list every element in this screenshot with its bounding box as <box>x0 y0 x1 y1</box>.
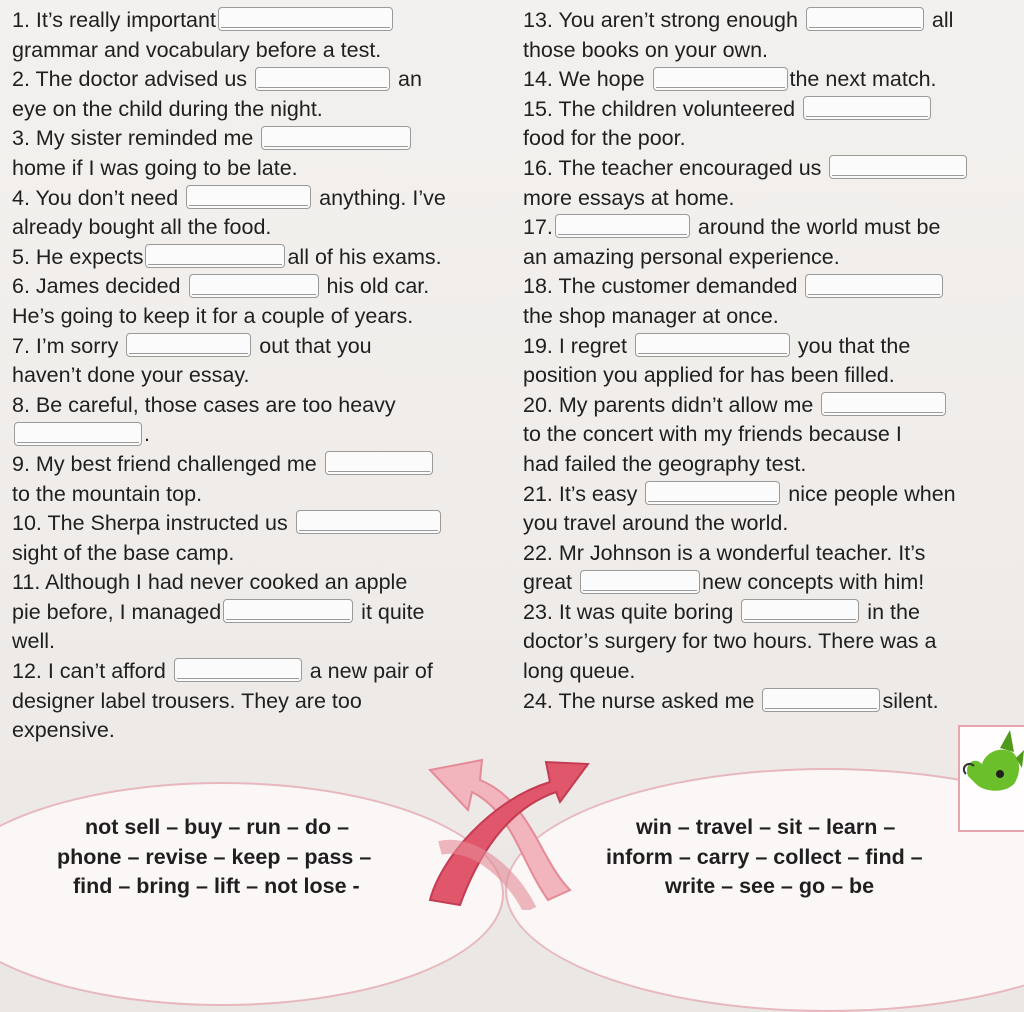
exercise-text: . <box>144 422 150 447</box>
exercise-text: 5. He expects <box>12 244 144 269</box>
answer-blank-box[interactable] <box>255 67 390 91</box>
exercise-line <box>523 598 1018 628</box>
exercise-text: already bought all the food. <box>12 215 272 240</box>
answer-blank-box[interactable] <box>555 214 690 238</box>
exercise-text: sight of the base camp. <box>12 540 235 565</box>
curved-arrows-icon <box>420 740 610 910</box>
exercise-line <box>12 184 512 214</box>
answer-blank-box[interactable] <box>296 510 441 534</box>
answer-blank-box[interactable] <box>14 422 142 446</box>
answer-blank-box[interactable] <box>174 658 302 682</box>
answer-blank-box[interactable] <box>821 392 946 416</box>
exercise-text: 12. I can’t afford <box>12 659 172 684</box>
exercise-line <box>12 509 512 539</box>
exercise-text: expensive. <box>12 718 115 743</box>
exercise-line <box>523 509 1018 539</box>
exercise-text: pie before, I managed <box>12 599 222 624</box>
exercise-text: the next match. <box>789 67 937 92</box>
exercise-text: food for the poor. <box>523 126 686 151</box>
exercise-text: eye on the child during the night. <box>12 96 323 121</box>
exercise-text: out that you <box>253 333 372 358</box>
exercise-column-right <box>523 6 1018 716</box>
exercise-text: around the world must be <box>691 215 941 240</box>
exercise-line <box>523 213 1018 243</box>
exercise-text: 3. My sister reminded me <box>12 126 260 151</box>
answer-blank-box[interactable] <box>635 333 790 357</box>
exercise-text: to the mountain top. <box>12 481 203 506</box>
answer-blank-box[interactable] <box>223 599 353 623</box>
answer-blank-box[interactable] <box>762 688 880 712</box>
word-bank-right-line: win – travel – sit – learn – <box>636 815 896 839</box>
exercise-line <box>12 539 512 569</box>
exercise-text: nice people when <box>782 481 956 506</box>
exercise-text: 17. <box>523 215 553 240</box>
exercise-text: position you applied for has been filled. <box>523 363 895 388</box>
answer-blank-box[interactable] <box>806 7 924 31</box>
exercise-line <box>523 480 1018 510</box>
answer-blank-box[interactable] <box>186 185 311 209</box>
exercise-line <box>523 568 1018 598</box>
exercise-line <box>12 391 512 421</box>
answer-blank-box[interactable] <box>218 7 393 31</box>
exercise-text: 18. The customer demanded <box>523 274 804 299</box>
exercise-text: grammar and vocabulary before a test. <box>12 37 382 62</box>
exercise-line <box>523 539 1018 569</box>
exercise-text: all <box>925 8 954 32</box>
exercise-line <box>12 65 512 95</box>
exercise-line <box>12 450 512 480</box>
exercise-text: in the <box>861 599 920 624</box>
exercise-text: 14. We hope <box>523 67 651 92</box>
exercise-text: 24. The nurse asked me <box>523 688 761 713</box>
exercise-text: great <box>523 570 578 595</box>
answer-blank-box[interactable] <box>645 481 780 505</box>
exercise-text: 9. My best friend challenged me <box>12 451 323 476</box>
exercise-line <box>12 480 512 510</box>
exercise-text: a new pair of <box>303 659 433 684</box>
word-bank-right-line: write – see – go – be <box>665 874 875 898</box>
exercise-line <box>523 657 1018 687</box>
exercise-text: 10. The Sherpa instructed us <box>12 511 294 536</box>
answer-blank-box[interactable] <box>741 599 859 623</box>
exercise-text: home if I was going to be late. <box>12 155 298 180</box>
exercise-text: it quite <box>355 599 425 624</box>
exercise-line <box>12 420 512 450</box>
exercise-line <box>523 272 1018 302</box>
exercise-line <box>12 124 512 154</box>
exercise-line <box>523 627 1018 657</box>
exercise-column-left <box>12 6 512 746</box>
word-bank-left-line: find – bring – lift – not lose - <box>73 874 360 898</box>
exercise-text: to the concert with my friends because I <box>523 422 902 447</box>
answer-blank-box[interactable] <box>653 67 788 91</box>
exercise-text: 16. The teacher encouraged us <box>523 155 828 180</box>
exercise-text: haven’t done your essay. <box>12 363 250 388</box>
exercise-text: those books on your own. <box>523 37 769 62</box>
exercise-text: had failed the geography test. <box>523 451 807 476</box>
exercise-line <box>523 302 1018 332</box>
exercise-text: an amazing personal experience. <box>523 244 840 269</box>
exercise-line <box>523 65 1018 95</box>
exercise-line <box>523 243 1018 273</box>
exercise-text: 7. I’m sorry <box>12 333 125 358</box>
exercise-text: 13. You aren’t strong enough <box>523 8 804 32</box>
exercise-line <box>523 361 1018 391</box>
exercise-text: 21. It’s easy <box>523 481 644 506</box>
answer-blank-box[interactable] <box>580 570 700 594</box>
exercise-text: 15. The children volunteered <box>523 96 802 121</box>
exercise-text: 2. The doctor advised us <box>12 67 254 92</box>
exercise-text: 1. It’s really important <box>12 8 216 32</box>
answer-blank-box[interactable] <box>189 274 319 298</box>
exercise-line <box>523 332 1018 362</box>
exercise-line <box>12 243 512 273</box>
answer-blank-box[interactable] <box>805 274 943 298</box>
exercise-line <box>523 6 1018 36</box>
exercise-line <box>12 36 512 66</box>
exercise-line <box>523 95 1018 125</box>
answer-blank-box[interactable] <box>126 333 251 357</box>
exercise-text: anything. I’ve <box>313 185 446 210</box>
exercise-line <box>523 184 1018 214</box>
exercise-line <box>12 657 512 687</box>
exercise-text: the shop manager at once. <box>523 303 779 328</box>
exercise-line <box>12 332 512 362</box>
exercise-text: doctor’s surgery for two hours. There was a <box>523 629 937 654</box>
answer-blank-box[interactable] <box>145 244 285 268</box>
exercise-text: 4. You don’t need <box>12 185 185 210</box>
word-bank-left-line: phone – revise – keep – pass – <box>57 845 372 869</box>
exercise-text: all of his exams. <box>287 244 442 269</box>
exercise-text: new concepts with him! <box>701 570 925 595</box>
exercise-line <box>523 420 1018 450</box>
exercise-text: you travel around the world. <box>523 511 789 536</box>
answer-blank-box[interactable] <box>261 126 411 150</box>
exercise-text: 20. My parents didn’t allow me <box>523 392 820 417</box>
exercise-text: an <box>392 67 422 92</box>
exercise-text: 11. Although I had never cooked an apple <box>12 570 408 595</box>
answer-blank-box[interactable] <box>829 155 967 179</box>
exercise-line <box>523 154 1018 184</box>
exercise-text: designer label trousers. They are too <box>12 688 362 713</box>
exercise-line <box>523 391 1018 421</box>
exercise-line <box>523 450 1018 480</box>
exercise-text: his old car. <box>320 274 430 299</box>
exercise-line <box>523 124 1018 154</box>
exercise-line <box>12 687 512 717</box>
exercise-line <box>12 568 512 598</box>
word-bank-right-line: inform – carry – collect – find – <box>606 845 923 869</box>
exercise-text: you that the <box>791 333 911 358</box>
exercise-text: 6. James decided <box>12 274 187 299</box>
exercise-line <box>12 272 512 302</box>
exercise-line <box>12 6 512 36</box>
exercise-line <box>523 36 1018 66</box>
answer-blank-box[interactable] <box>803 96 931 120</box>
exercise-line <box>12 95 512 125</box>
exercise-text: well. <box>12 629 56 654</box>
exercise-line <box>12 302 512 332</box>
exercise-text: 19. I regret <box>523 333 633 358</box>
exercise-line <box>12 598 512 628</box>
exercise-text: 8. Be careful, those cases are too heavy <box>12 392 396 417</box>
exercise-text: 23. It was quite boring <box>523 599 740 624</box>
exercise-line <box>12 361 512 391</box>
exercise-text: He’s going to keep it for a couple of years. <box>12 303 414 328</box>
exercise-text: more essays at home. <box>523 185 735 210</box>
exercise-line <box>523 687 1018 717</box>
exercise-text: 22. Mr Johnson is a wonderful teacher. It’s <box>523 540 926 565</box>
exercise-line <box>12 627 512 657</box>
green-bird-icon <box>960 728 1024 798</box>
exercise-line <box>12 154 512 184</box>
exercise-line <box>12 213 512 243</box>
word-bank-left-line: not sell – buy – run – do – <box>85 815 350 839</box>
exercise-text: silent. <box>882 688 939 713</box>
exercise-text: long queue. <box>523 659 636 684</box>
answer-blank-box[interactable] <box>325 451 433 475</box>
